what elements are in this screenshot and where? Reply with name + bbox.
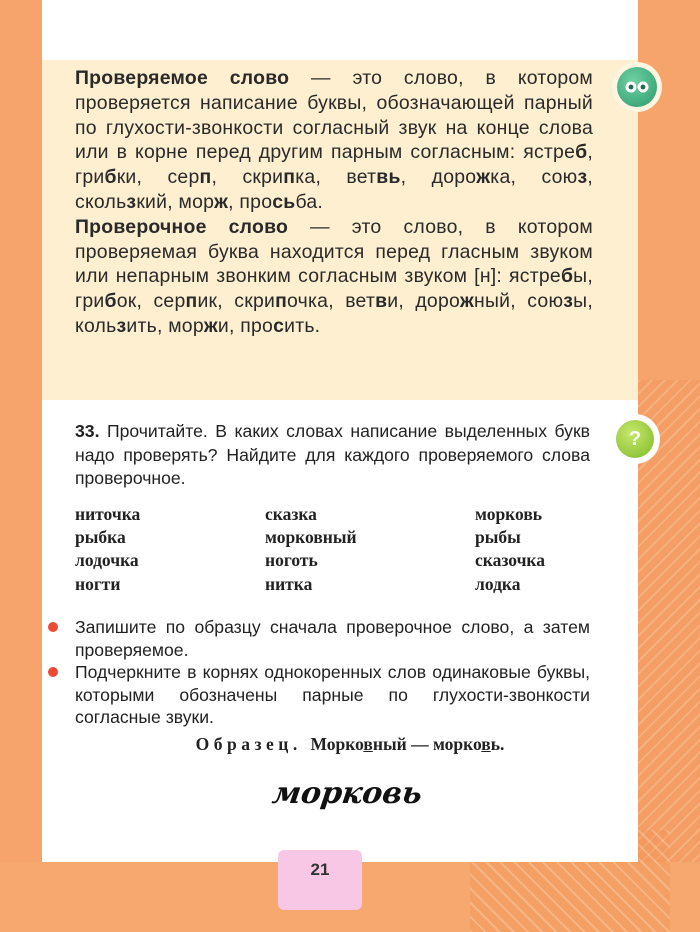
handwritten-sample: морковь <box>270 776 425 811</box>
owl-icon <box>612 62 662 112</box>
text-run: — это слово, в котором проверяемая буква находится перед гласным звуком или непарным звонким согласным звуком [н]: ястре <box>75 215 594 288</box>
sample-dash: — <box>406 734 433 754</box>
task-number: 33. <box>75 421 100 441</box>
word-item: рыбка <box>75 527 126 548</box>
question-icon: ? <box>610 414 660 464</box>
text-run: ы, гри <box>75 265 593 313</box>
word-item: сказочка <box>475 550 545 571</box>
bold-run: ж <box>460 290 475 313</box>
instruction-text: Подчеркните в корнях однокоренных слов одинаковые буквы, которыми обозначены парные по глухости-звонкости согласные звуки. <box>75 662 590 727</box>
word-columns <box>75 503 595 596</box>
bold-run: сь <box>272 190 296 213</box>
word-item: нитка <box>265 573 313 594</box>
text-run: и, про <box>217 314 274 337</box>
bold-run: вь <box>376 166 401 189</box>
text-run: ка, сою <box>490 166 578 189</box>
bold-run: б <box>104 166 117 189</box>
instruction-text: Запишите по образцу сначала проверочное слово, а затем проверяемое. <box>75 617 590 660</box>
bold-run: ж <box>476 166 491 189</box>
bold-run: п <box>275 290 288 313</box>
bold-run: з <box>126 190 137 213</box>
text-run: ик, скри <box>197 290 276 313</box>
bold-run: ж <box>214 190 229 213</box>
word-item: ноготь <box>265 550 318 571</box>
word-item: лодочка <box>75 550 139 571</box>
text-run: — это слово, в котором проверяется написание буквы, обозначающей парный по глухости-звонкости согласный звук на конце слова или в корне перед другим парным согласным: ястре <box>75 67 594 164</box>
text-run: и, доро <box>387 290 461 313</box>
bold-run: Проверяемое слово <box>75 67 290 89</box>
text-run: очка, вет <box>287 290 376 313</box>
text-run: ы, коль <box>75 290 593 337</box>
task-text: Прочитайте. В каких словах написание выделенных букв надо проверять? Найдите для каждого проверяемого слова проверочное. <box>75 421 590 488</box>
bold-run: п <box>185 290 198 313</box>
task-33 <box>75 420 590 491</box>
bold-run: Проверочное слово <box>75 215 289 238</box>
text-run: ить. <box>284 314 321 337</box>
sample-word-checked: морковь. <box>432 734 505 754</box>
text-run: ки, сер <box>116 166 200 189</box>
bold-run: з <box>116 314 127 337</box>
bold-run: б <box>560 265 574 288</box>
sample-label: Образец. <box>195 734 302 754</box>
bold-run: б <box>575 141 588 164</box>
page-number: 21 <box>278 850 362 910</box>
bold-run: б <box>104 290 117 313</box>
text-run: ка, вет <box>295 166 377 189</box>
rule-paragraph-checking-word <box>75 215 593 339</box>
word-item: ниточка <box>75 504 141 524</box>
text-run: ок, сер <box>116 290 186 313</box>
rule-paragraph-checked-word <box>75 66 593 215</box>
sample-line <box>0 734 700 755</box>
instructions <box>48 616 590 729</box>
sample-word-checking: Морковный <box>310 734 407 754</box>
text-run: , гри <box>75 141 593 189</box>
text-run: кий, мор <box>136 190 215 213</box>
bold-run: п <box>199 166 212 189</box>
instruction-item <box>48 661 590 729</box>
text-run: , доро <box>400 166 477 189</box>
bold-run: з <box>563 290 574 313</box>
word-item: лодка <box>475 573 521 594</box>
word-item: морковный <box>265 527 357 548</box>
bold-run: ж <box>203 314 218 337</box>
text-run: , про <box>228 190 273 213</box>
word-item: ногти <box>75 573 121 594</box>
bold-run: с <box>273 314 285 337</box>
bullet-dot <box>48 622 58 632</box>
word-item: морковь <box>475 504 543 524</box>
bold-run: з <box>577 166 588 189</box>
bullet-dot <box>48 667 58 677</box>
text-run: , сколь <box>75 166 593 213</box>
word-item: рыбы <box>475 527 521 548</box>
text-run: ба. <box>295 190 324 213</box>
rule-text <box>75 66 593 339</box>
word-item: сказка <box>265 504 317 524</box>
bold-run: п <box>283 166 296 189</box>
text-run: ный, сою <box>474 290 564 313</box>
text-run: , скри <box>211 166 284 189</box>
instruction-item <box>48 616 590 661</box>
text-run: ить, мор <box>126 314 204 337</box>
bold-run: в <box>375 290 388 313</box>
